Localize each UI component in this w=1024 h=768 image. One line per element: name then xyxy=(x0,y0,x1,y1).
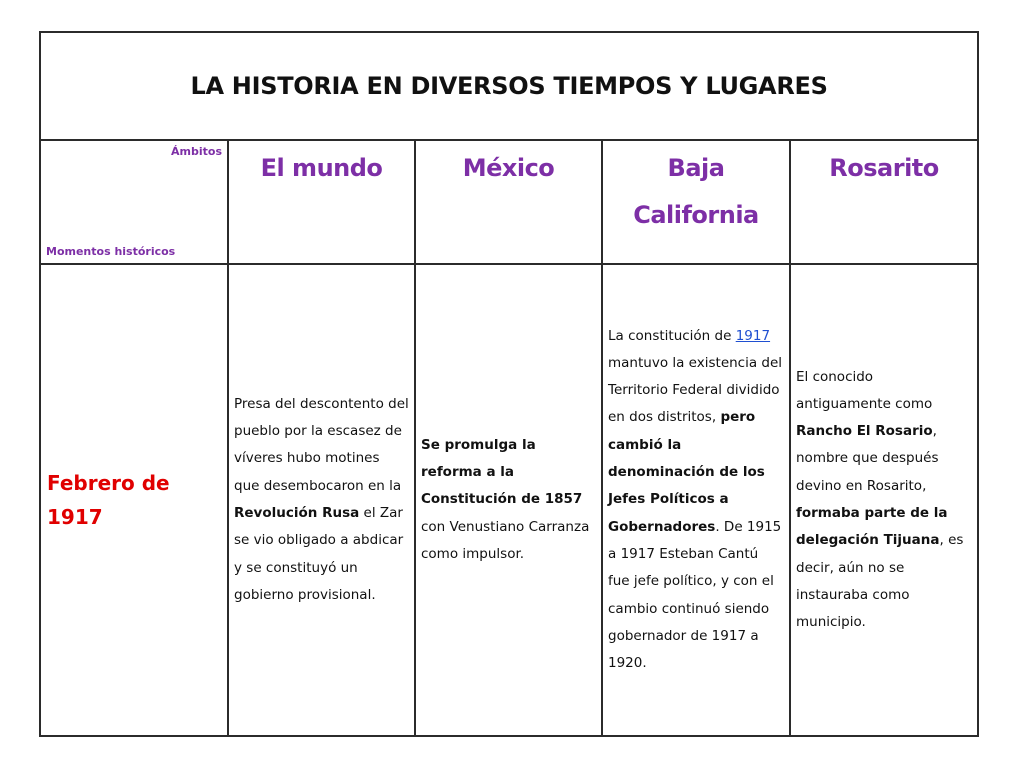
year-link[interactable]: 1917 xyxy=(735,327,771,344)
axis-rows-label: Momentos históricos xyxy=(46,245,176,258)
bold-text: pero cambió la denominación de los Jefes Políticos a Gobernadores xyxy=(608,409,765,535)
column-header-mexico: México xyxy=(415,140,602,264)
text: con Venustiano Carranza como impulsor. xyxy=(421,518,590,562)
cell-el-mundo xyxy=(228,264,415,736)
column-header-rosarito: Rosarito xyxy=(790,140,978,264)
text: La constitución de xyxy=(608,327,736,344)
text: , es decir, aún no se instauraba como municipio. xyxy=(796,532,964,631)
history-table xyxy=(39,31,979,737)
table-title: LA HISTORIA EN DIVERSOS TIEMPOS Y LUGARES xyxy=(190,72,828,100)
text: Presa del descontento del pueblo por la escasez de víveres hubo motines que desembocaron en la xyxy=(234,395,409,494)
text: el Zar se vio obligado a abdicar y se constituyó un gobierno provisional. xyxy=(234,505,404,603)
text: , nombre que después devino en Rosarito, xyxy=(796,423,939,494)
column-header-baja-california: Baja California xyxy=(602,140,790,264)
text: . De 1915 a 1917 Esteban Cantú fue jefe político, y con el cambio continuó siendo gobernador de 1917 a 1920. xyxy=(608,518,782,672)
bold-text: Rancho El Rosario xyxy=(796,423,933,440)
cell-baja-california xyxy=(602,264,790,736)
axis-columns-label: Ámbitos xyxy=(171,145,222,158)
bold-text: formaba parte de la delegación Tijuana xyxy=(796,505,948,549)
date-cell: Febrero de 1917 xyxy=(40,264,228,736)
column-header-el-mundo: El mundo xyxy=(228,140,415,264)
axis-cell xyxy=(40,140,228,264)
text: El conocido antiguamente como xyxy=(796,368,933,412)
bold-text: Revolución Rusa xyxy=(234,505,360,521)
header-row xyxy=(40,140,978,264)
bold-text: Se promulga la reforma a la Constitución de 1857 xyxy=(421,436,583,508)
table-row xyxy=(40,264,978,736)
cell-rosarito xyxy=(790,264,978,736)
text: mantuvo la existencia del Territorio Federal dividido en dos distritos, xyxy=(608,354,783,426)
cell-mexico xyxy=(415,264,602,736)
title-cell xyxy=(40,32,978,140)
